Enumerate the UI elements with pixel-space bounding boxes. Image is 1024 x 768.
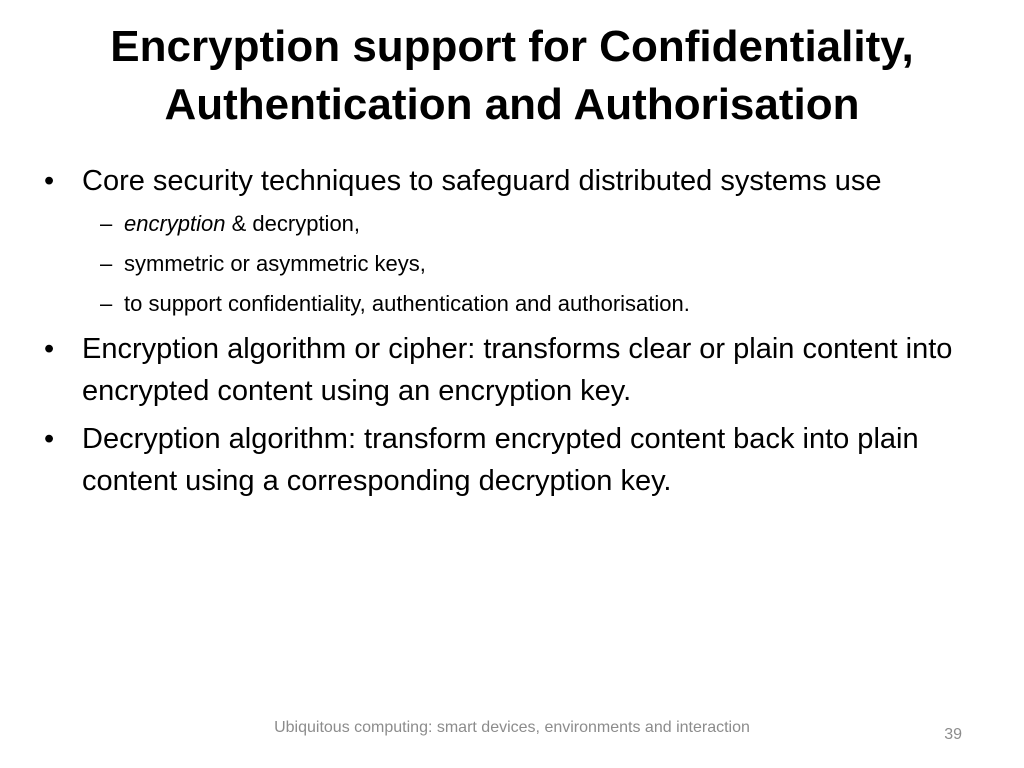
sub-bullet-italic: encryption [124, 211, 226, 236]
slide-footer: Ubiquitous computing: smart devices, environments and interaction [274, 719, 750, 736]
bullet-marker: • [44, 333, 55, 365]
sub-bullet-text: symmetric or asymmetric keys, [124, 251, 426, 276]
sub-bullet-text: to support confidentiality, authentication and authorisation. [124, 291, 690, 316]
title-line-1: Encryption support for Confidentiality, [110, 22, 914, 71]
sub-bullet-item [44, 248, 984, 280]
dash-marker: – [100, 251, 113, 276]
sub-bullet-list [44, 208, 984, 320]
slide-title [20, 18, 1004, 134]
slide-body [44, 160, 984, 508]
bullet-item [44, 160, 984, 202]
sub-bullet-text: & decryption, [225, 211, 361, 236]
bullet-item [44, 418, 984, 502]
bullet-item [44, 328, 984, 412]
sub-bullet-item [44, 288, 984, 320]
bullet-marker: • [44, 423, 55, 455]
dash-marker: – [100, 211, 113, 236]
bullet-text: Encryption algorithm or cipher: transforms clear or plain content into encrypted content using an encryption key. [82, 333, 953, 407]
bullet-text: Core security techniques to safeguard distributed systems use [82, 165, 882, 197]
page-number: 39 [944, 726, 962, 743]
dash-marker: – [100, 291, 113, 316]
bullet-marker: • [44, 165, 55, 197]
title-line-2: Authentication and Authorisation [164, 80, 860, 129]
sub-bullet-item [44, 208, 984, 240]
bullet-text: Decryption algorithm: transform encrypted content back into plain content using a corresponding decryption key. [82, 423, 919, 497]
